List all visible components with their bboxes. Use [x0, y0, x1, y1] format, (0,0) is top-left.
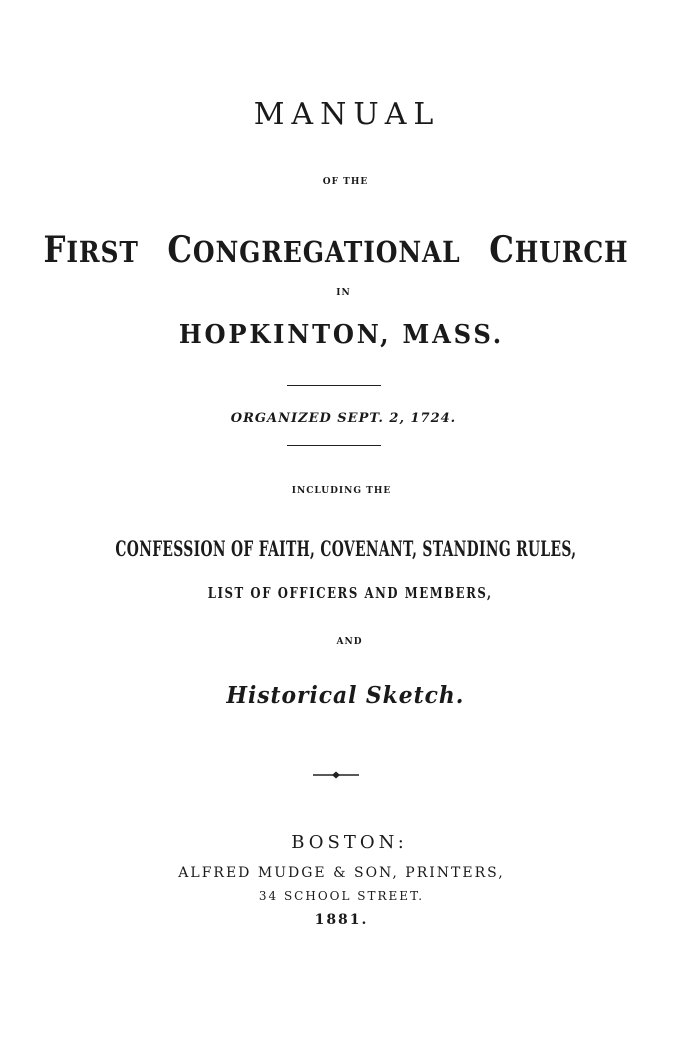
imprint-year: 1881.: [314, 912, 369, 928]
organized-date: ORGANIZED SEPT. 2, 1724.: [230, 411, 457, 426]
book-title-manual: MANUAL: [253, 97, 441, 132]
ornament-diamond-rule-icon: [313, 770, 359, 780]
church-name-first-initial: F: [43, 229, 67, 271]
church-name-church-rest: HURCH: [514, 235, 629, 269]
church-name-church-initial: C: [489, 229, 515, 271]
of-the-label: OF THE: [322, 177, 369, 187]
church-name-congregational-rest: ONGREGATIONAL: [192, 235, 461, 269]
imprint-printer: ALFRED MUDGE & SON, PRINTERS,: [178, 865, 505, 881]
contents-officers: LIST OF OFFICERS AND MEMBERS,: [207, 584, 493, 602]
imprint-city: BOSTON:: [291, 832, 408, 853]
in-label: IN: [336, 288, 351, 298]
church-name: [43, 229, 629, 271]
contents-confession: CONFESSION OF FAITH, COVENANT, STANDING RULES,: [115, 536, 577, 561]
historical-sketch-title: Historical Sketch.: [226, 682, 465, 709]
divider-rule-bottom: [287, 445, 381, 446]
town-name: HOPKINTON, MASS.: [178, 320, 504, 350]
church-name-first-rest: IRST: [66, 235, 139, 269]
church-name-congregational-initial: C: [167, 229, 193, 271]
divider-rule-top: [287, 385, 381, 386]
and-label: AND: [336, 637, 363, 647]
including-label: INCLUDING THE: [291, 486, 392, 496]
imprint-street: 34 SCHOOL STREET.: [258, 889, 425, 903]
